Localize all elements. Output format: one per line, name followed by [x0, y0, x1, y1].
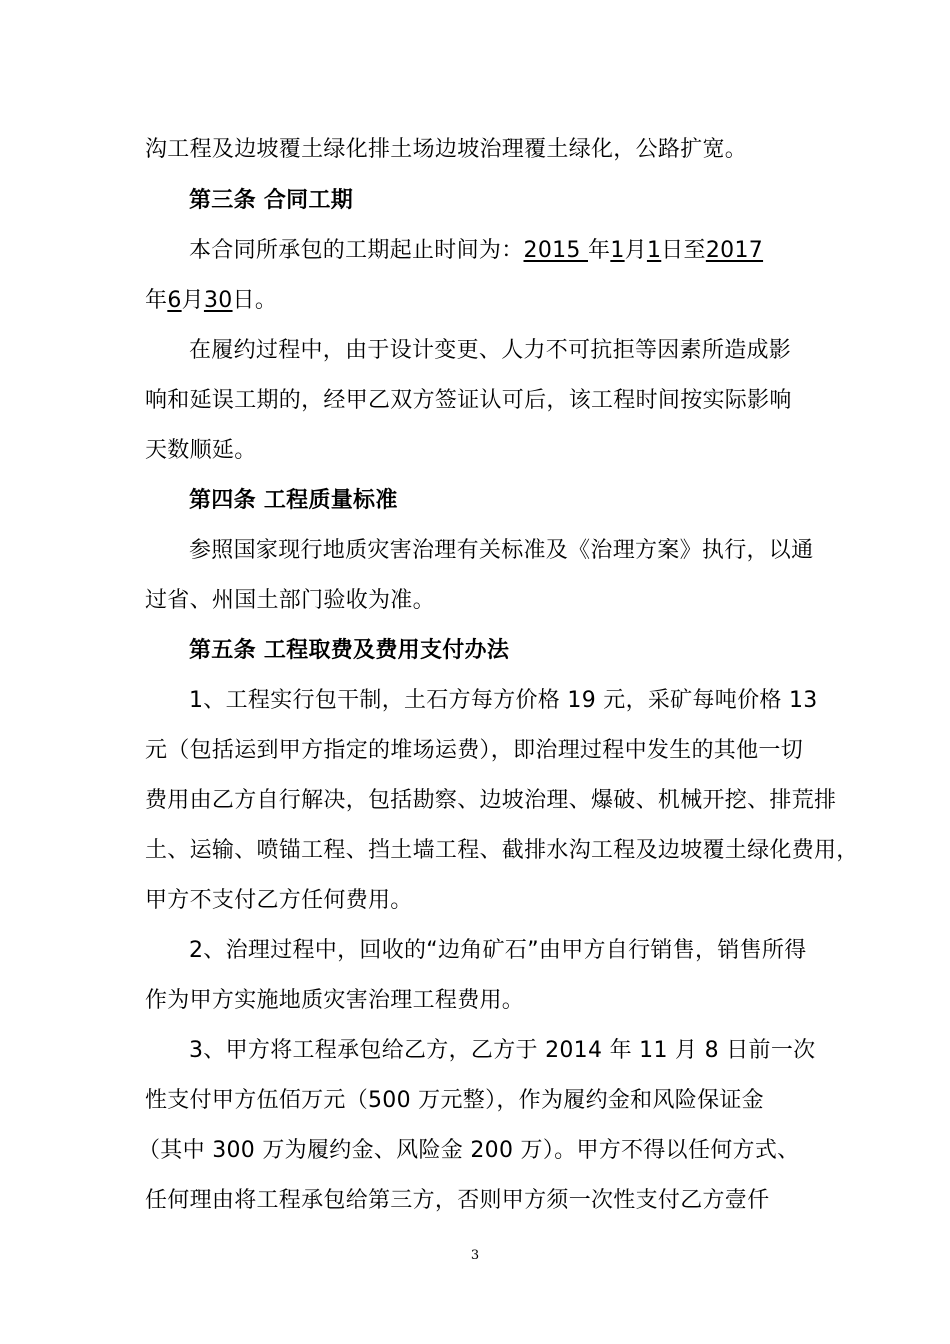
- start-year: 2015: [523, 238, 588, 263]
- paragraph-line: 过省、州国土部门验收为准。: [145, 588, 435, 613]
- paragraph-line: 在履约过程中，由于设计变更、人力不可抗拒等因素所造成影: [189, 338, 792, 363]
- term-dates-line: [189, 236, 763, 266]
- article-4-heading: 第四条 工程质量标准: [189, 488, 398, 513]
- end-month: 6: [167, 288, 182, 313]
- year-unit: 年: [588, 238, 611, 263]
- paragraph-line: 性支付甲方伍佰万元（500 万元整），作为履约金和风险保证金: [145, 1088, 764, 1113]
- paragraph-line: 3、甲方将工程承包给乙方，乙方于 2014 年 11 月 8 日前一次: [189, 1038, 816, 1063]
- paragraph-line: 响和延误工期的，经甲乙双方签证认可后，该工程时间按实际影响: [145, 388, 792, 413]
- month-unit: 月: [624, 238, 647, 263]
- term-intro-text: 本合同所承包的工期起止时间为：: [189, 238, 524, 263]
- paragraph-line: 费用由乙方自行解决，包括勘察、边坡治理、爆破、机械开挖、排荒排: [145, 788, 837, 813]
- day-to-text: 日至: [661, 238, 706, 263]
- paragraph-line: 天数顺延。: [145, 438, 257, 463]
- paragraph-line: 1、工程实行包干制，土石方每方价格 19 元，采矿每吨价格 13: [189, 688, 818, 713]
- term-dates-line-2: [145, 286, 277, 316]
- start-day: 1: [646, 238, 662, 263]
- paragraph-line: 甲方不支付乙方任何费用。: [145, 888, 413, 913]
- end-year: 2017: [705, 238, 764, 263]
- month-unit: 月: [181, 288, 204, 313]
- year-unit: 年: [145, 288, 168, 313]
- end-day: 30: [203, 288, 233, 313]
- page-number: 3: [470, 1248, 480, 1263]
- start-month: 1: [610, 238, 625, 263]
- paragraph-line: 沟工程及边坡覆土绿化排土场边坡治理覆土绿化，公路扩宽。: [145, 137, 748, 162]
- paragraph-line: 作为甲方实施地质灾害治理工程费用。: [145, 988, 525, 1013]
- article-3-heading: 第三条 合同工期: [189, 188, 354, 213]
- article-5-heading: 第五条 工程取费及费用支付办法: [189, 638, 510, 663]
- paragraph-line: （其中 300 万为履约金、风险金 200 万）。甲方不得以任何方式、: [138, 1138, 800, 1163]
- paragraph-line: 2、治理过程中，回收的“边角矿石”由甲方自行销售，销售所得: [189, 938, 807, 963]
- paragraph-line: 任何理由将工程承包给第三方，否则甲方须一次性支付乙方壹仟: [145, 1188, 770, 1213]
- paragraph-line: 参照国家现行地质灾害治理有关标准及《治理方案》执行，以通: [189, 538, 814, 563]
- paragraph-line: 元（包括运到甲方指定的堆场运费），即治理过程中发生的其他一切: [145, 738, 804, 763]
- paragraph-line: 土、运输、喷锚工程、挡土墙工程、截排水沟工程及边坡覆土绿化费用，: [145, 838, 859, 863]
- day-unit: 日。: [232, 288, 278, 313]
